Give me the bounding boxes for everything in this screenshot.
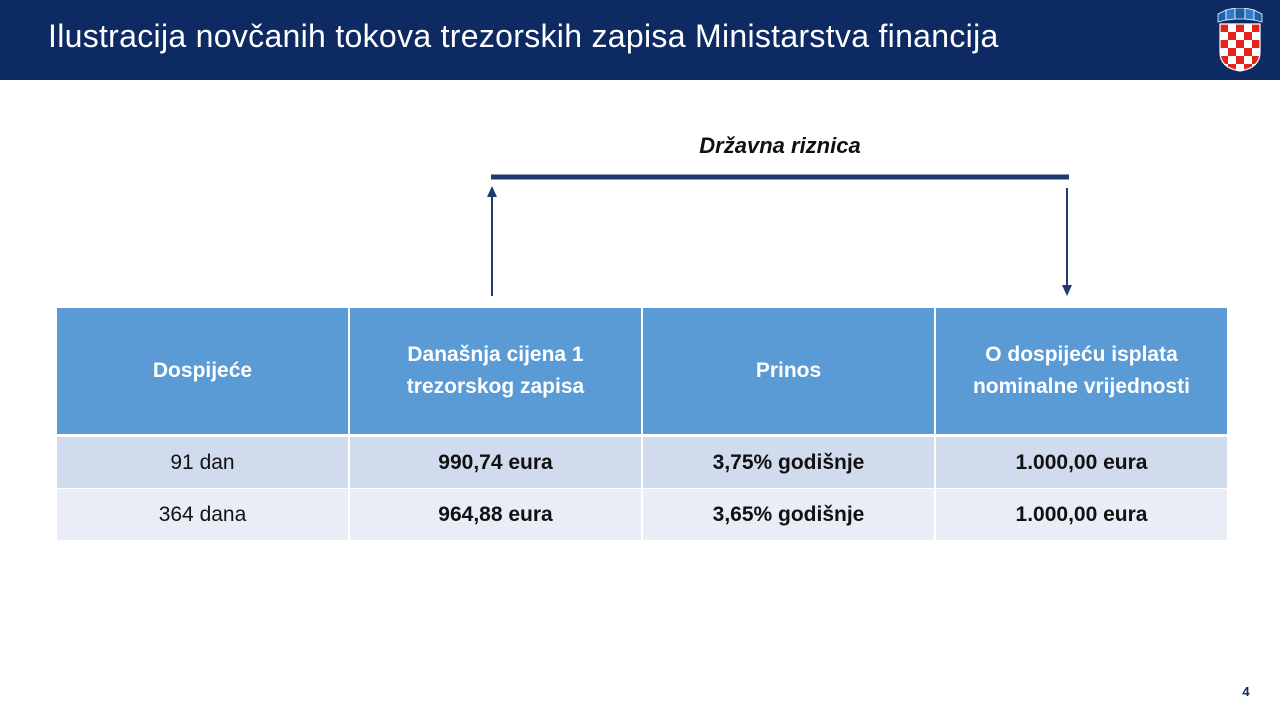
maturity-cell: 364 dana: [57, 489, 349, 541]
treasury-label: Državna riznica: [699, 133, 861, 158]
page-number: 4: [1242, 684, 1250, 699]
table-row: [57, 436, 1227, 489]
page-title: Ilustracija novčanih tokova trezorskih zapisa Ministarstva financija: [48, 18, 999, 54]
nominal-payout-cell: 1.000,00 eura: [935, 436, 1227, 489]
column-header-nominal-payout: O dospijeću isplata nominalne vrijednosti: [935, 308, 1227, 436]
table-row: [57, 489, 1227, 541]
coat-of-arms-icon: [1216, 8, 1264, 72]
repayment-arrow-head: [1062, 285, 1072, 296]
column-header-price: Današnja cijena 1 trezorskog zapisa: [349, 308, 642, 436]
column-header-maturity: Dospijeće: [57, 308, 349, 436]
header-bar: [0, 0, 1280, 80]
price-cell: 990,74 eura: [349, 436, 642, 489]
column-header-yield: Prinos: [642, 308, 935, 436]
payment-arrow-head: [487, 186, 497, 197]
yield-cell: 3,75% godišnje: [642, 436, 935, 489]
price-cell: 964,88 eura: [349, 489, 642, 541]
table-header-row: [57, 308, 1227, 436]
yield-cell: 3,65% godišnje: [642, 489, 935, 541]
maturity-cell: 91 dan: [57, 436, 349, 489]
nominal-payout-cell: 1.000,00 eura: [935, 489, 1227, 541]
treasury-bills-table: [57, 308, 1227, 540]
